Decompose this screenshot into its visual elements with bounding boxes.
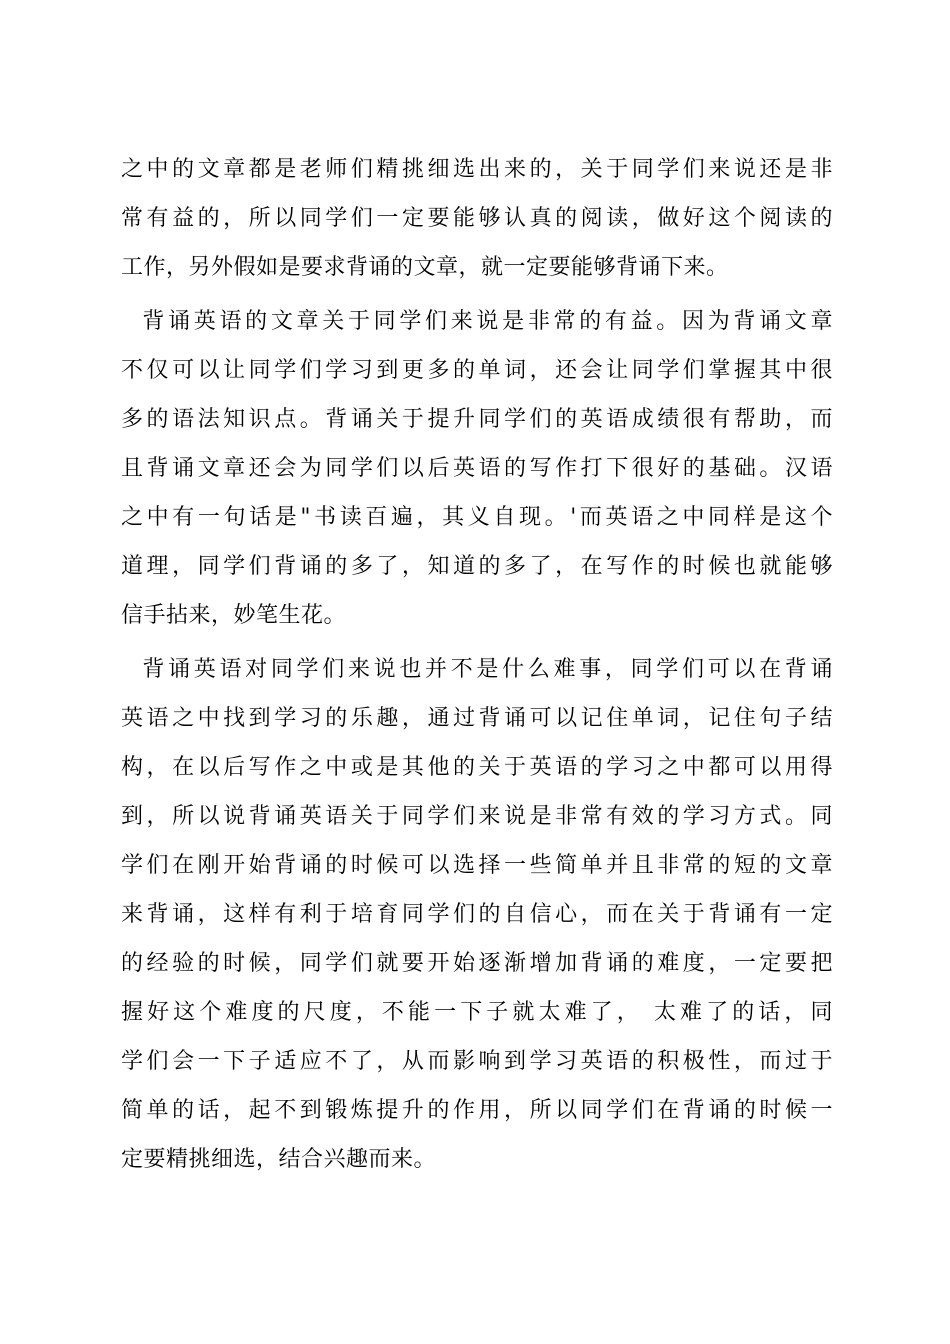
paragraph-2 <box>121 297 833 640</box>
text-line: 构，在以后写作之中或是其他的关于英语的学习之中都可以用得 <box>121 755 833 780</box>
text-line: 定要精挑细选，结合兴趣而来。 <box>121 1147 437 1172</box>
text-line: 之中有一句话是"书读百遍，其义自现。'而英语之中同样是这个 <box>121 505 833 530</box>
paragraph-1 <box>121 145 833 292</box>
text-line: 常有益的，所以同学们一定要能够认真的阅读，做好这个阅读的 <box>121 206 833 231</box>
text-line: 来背诵，这样有利于培育同学们的自信心，而在关于背诵有一定 <box>121 902 833 927</box>
document-body <box>121 145 833 1184</box>
text-line: 且背诵文章还会为同学们以后英语的写作打下很好的基础。汉语 <box>121 456 833 481</box>
text-line: 道理，同学们背诵的多了，知道的多了，在写作的时候也就能够 <box>121 554 833 579</box>
text-line: 不仅可以让同学们学习到更多的单词，还会让同学们掌握其中很 <box>121 358 833 383</box>
text-line: 学们会一下子适应不了，从而影响到学习英语的积极性，而过于 <box>121 1049 833 1074</box>
text-line: 学们在刚开始背诵的时候可以选择一些简单并且非常的短的文章 <box>121 853 833 878</box>
text-line: 之中的文章都是老师们精挑细选出来的，关于同学们来说还是非 <box>121 157 833 182</box>
text-line: 工作，另外假如是要求背诵的文章，就一定要能够背诵下来。 <box>121 255 729 280</box>
text-line: 握好这个难度的尺度，不能一下子就太难了， 太难了的话，同 <box>121 1000 833 1025</box>
paragraph-3 <box>121 645 833 1184</box>
text-line: 的经验的时候，同学们就要开始逐渐增加背诵的难度，一定要把 <box>121 951 833 976</box>
text-line: 背诵英语的文章关于同学们来说是非常的有益。因为背诵文章 <box>121 309 833 334</box>
text-line: 背诵英语对同学们来说也并不是什么难事，同学们可以在背诵 <box>121 657 833 682</box>
text-line: 多的语法知识点。背诵关于提升同学们的英语成绩很有帮助，而 <box>121 407 833 432</box>
text-line: 信手拈来，妙笔生花。 <box>121 603 347 628</box>
text-line: 简单的话，起不到锻炼提升的作用，所以同学们在背诵的时候一 <box>121 1098 833 1123</box>
text-line: 英语之中找到学习的乐趣，通过背诵可以记住单词，记住句子结 <box>121 706 833 731</box>
text-line: 到，所以说背诵英语关于同学们来说是非常有效的学习方式。同 <box>121 804 833 829</box>
